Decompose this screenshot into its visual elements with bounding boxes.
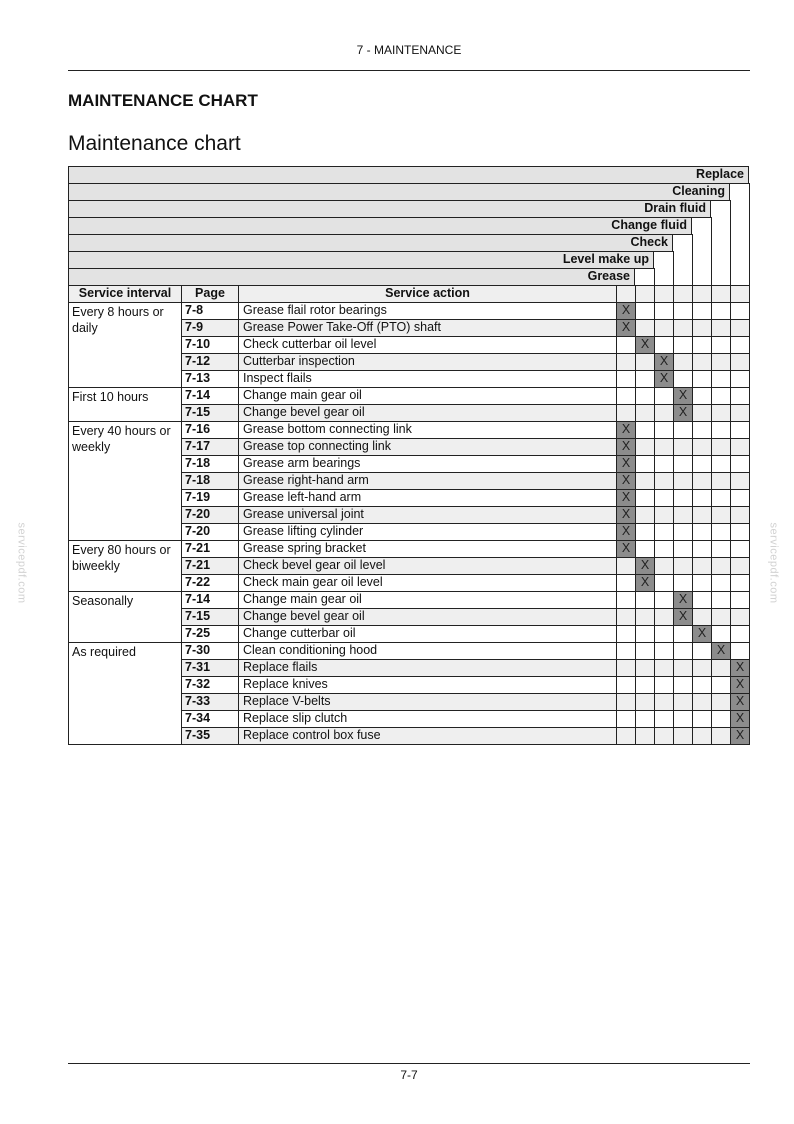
section-header: 7 - MAINTENANCE bbox=[356, 43, 462, 57]
mark-empty bbox=[711, 608, 731, 626]
mark-empty bbox=[635, 455, 655, 473]
page-ref-cell: 7-10 bbox=[181, 336, 239, 354]
mark-header-cell bbox=[635, 285, 655, 303]
mark-x: X bbox=[730, 659, 750, 677]
mark-empty bbox=[673, 455, 693, 473]
service-action-cell: Replace control box fuse bbox=[238, 727, 617, 745]
mark-x: X bbox=[616, 489, 636, 507]
mark-empty bbox=[711, 523, 731, 541]
mark-empty bbox=[654, 336, 674, 354]
mark-x: X bbox=[654, 370, 674, 388]
mark-empty bbox=[711, 676, 731, 694]
mark-empty bbox=[616, 676, 636, 694]
mark-empty bbox=[654, 642, 674, 660]
page-ref-cell: 7-33 bbox=[181, 693, 239, 711]
mark-x: X bbox=[616, 319, 636, 337]
service-action-cell: Cutterbar inspection bbox=[238, 353, 617, 371]
mark-empty bbox=[711, 353, 731, 371]
column-header-3: Change fluid bbox=[68, 217, 692, 235]
page-ref-cell: 7-20 bbox=[181, 523, 239, 541]
service-interval-cell: Every 80 hours or biweekly bbox=[68, 540, 182, 592]
mark-empty bbox=[711, 336, 731, 354]
mark-empty bbox=[730, 523, 750, 541]
mark-empty bbox=[635, 540, 655, 558]
service-action-cell: Grease universal joint bbox=[238, 506, 617, 524]
mark-empty bbox=[673, 319, 693, 337]
service-interval-cell: Every 8 hours or daily bbox=[68, 302, 182, 388]
service-action-cell: Check main gear oil level bbox=[238, 574, 617, 592]
mark-empty bbox=[730, 387, 750, 405]
mark-empty bbox=[692, 659, 712, 677]
mark-empty bbox=[635, 693, 655, 711]
mark-empty bbox=[730, 625, 750, 643]
mark-empty bbox=[616, 404, 636, 422]
service-action-cell: Change main gear oil bbox=[238, 387, 617, 405]
mark-empty bbox=[654, 302, 674, 320]
mark-empty bbox=[673, 421, 693, 439]
mark-empty bbox=[673, 625, 693, 643]
page-ref-cell: 7-21 bbox=[181, 540, 239, 558]
mark-x: X bbox=[616, 438, 636, 456]
mark-empty bbox=[635, 523, 655, 541]
mark-empty bbox=[635, 421, 655, 439]
mark-empty bbox=[711, 591, 731, 609]
mark-x: X bbox=[616, 302, 636, 320]
mark-empty bbox=[711, 404, 731, 422]
mark-x: X bbox=[616, 472, 636, 490]
header-divider bbox=[654, 268, 655, 285]
mark-empty bbox=[711, 693, 731, 711]
mark-empty bbox=[692, 727, 712, 745]
mark-empty bbox=[654, 693, 674, 711]
service-action-cell: Grease right-hand arm bbox=[238, 472, 617, 490]
mark-empty bbox=[692, 336, 712, 354]
page-ref-cell: 7-32 bbox=[181, 676, 239, 694]
page-ref-cell: 7-17 bbox=[181, 438, 239, 456]
mark-empty bbox=[635, 625, 655, 643]
mark-empty bbox=[673, 336, 693, 354]
mark-empty bbox=[616, 710, 636, 728]
mark-empty bbox=[711, 710, 731, 728]
mark-empty bbox=[635, 727, 655, 745]
mark-empty bbox=[654, 591, 674, 609]
mark-empty bbox=[654, 438, 674, 456]
page-ref-cell: 7-14 bbox=[181, 591, 239, 609]
header-divider bbox=[730, 200, 731, 285]
mark-empty bbox=[654, 319, 674, 337]
service-action-cell: Change bevel gear oil bbox=[238, 608, 617, 626]
mark-empty bbox=[692, 455, 712, 473]
mark-empty bbox=[673, 489, 693, 507]
mark-empty bbox=[692, 523, 712, 541]
service-action-cell: Change main gear oil bbox=[238, 591, 617, 609]
service-action-cell: Grease top connecting link bbox=[238, 438, 617, 456]
mark-empty bbox=[635, 319, 655, 337]
page-ref-cell: 7-18 bbox=[181, 455, 239, 473]
mark-empty bbox=[635, 302, 655, 320]
mark-empty bbox=[635, 387, 655, 405]
page-ref-cell: 7-31 bbox=[181, 659, 239, 677]
mark-header-cell bbox=[730, 285, 750, 303]
header-divider bbox=[673, 251, 674, 285]
mark-empty bbox=[635, 642, 655, 660]
service-action-cell: Replace flails bbox=[238, 659, 617, 677]
mark-empty bbox=[673, 370, 693, 388]
mark-x: X bbox=[673, 608, 693, 626]
mark-empty bbox=[730, 370, 750, 388]
service-interval-cell: As required bbox=[68, 642, 182, 745]
page-ref-cell: 7-30 bbox=[181, 642, 239, 660]
mark-empty bbox=[673, 659, 693, 677]
page-ref-cell: 7-15 bbox=[181, 608, 239, 626]
header-rule bbox=[68, 70, 750, 71]
mark-empty bbox=[635, 591, 655, 609]
mark-header-cell bbox=[673, 285, 693, 303]
mark-empty bbox=[730, 455, 750, 473]
page-ref-cell: 7-18 bbox=[181, 472, 239, 490]
mark-x: X bbox=[654, 353, 674, 371]
mark-empty bbox=[635, 404, 655, 422]
mark-empty bbox=[635, 353, 655, 371]
mark-empty bbox=[692, 574, 712, 592]
mark-empty bbox=[616, 336, 636, 354]
mark-empty bbox=[654, 574, 674, 592]
mark-empty bbox=[616, 642, 636, 660]
mark-header-cell bbox=[692, 285, 712, 303]
mark-empty bbox=[673, 693, 693, 711]
mark-empty bbox=[635, 608, 655, 626]
mark-empty bbox=[654, 506, 674, 524]
mark-x: X bbox=[730, 727, 750, 745]
mark-empty bbox=[692, 472, 712, 490]
mark-empty bbox=[692, 387, 712, 405]
mark-header-cell bbox=[654, 285, 674, 303]
page-ref-cell: 7-35 bbox=[181, 727, 239, 745]
header-divider bbox=[692, 234, 693, 285]
service-action-cell: Replace slip clutch bbox=[238, 710, 617, 728]
mark-empty bbox=[616, 574, 636, 592]
mark-empty bbox=[692, 540, 712, 558]
mark-x: X bbox=[616, 455, 636, 473]
mark-empty bbox=[616, 353, 636, 371]
page-title: MAINTENANCE CHART bbox=[68, 91, 258, 110]
watermark-right: servicepdf.com bbox=[767, 522, 780, 604]
mark-empty bbox=[692, 506, 712, 524]
watermark-left: servicepdf.com bbox=[15, 522, 28, 604]
page-ref-cell: 7-16 bbox=[181, 421, 239, 439]
mark-empty bbox=[673, 642, 693, 660]
mark-x: X bbox=[616, 540, 636, 558]
mark-x: X bbox=[673, 387, 693, 405]
mark-empty bbox=[673, 676, 693, 694]
page-ref-cell: 7-9 bbox=[181, 319, 239, 337]
mark-empty bbox=[730, 353, 750, 371]
mark-x: X bbox=[635, 557, 655, 575]
mark-empty bbox=[673, 353, 693, 371]
mark-empty bbox=[635, 489, 655, 507]
service-action-header: Service action bbox=[238, 285, 617, 303]
page-ref-cell: 7-14 bbox=[181, 387, 239, 405]
mark-x: X bbox=[730, 676, 750, 694]
page-ref-cell: 7-8 bbox=[181, 302, 239, 320]
mark-empty bbox=[616, 557, 636, 575]
mark-empty bbox=[692, 608, 712, 626]
mark-empty bbox=[616, 727, 636, 745]
mark-empty bbox=[654, 421, 674, 439]
mark-empty bbox=[692, 591, 712, 609]
mark-empty bbox=[711, 387, 731, 405]
service-action-cell: Grease spring bracket bbox=[238, 540, 617, 558]
page-number: 7-7 bbox=[400, 1068, 418, 1082]
service-action-cell: Check cutterbar oil level bbox=[238, 336, 617, 354]
mark-empty bbox=[616, 608, 636, 626]
mark-empty bbox=[654, 676, 674, 694]
mark-empty bbox=[692, 404, 712, 422]
mark-empty bbox=[711, 557, 731, 575]
mark-empty bbox=[711, 421, 731, 439]
mark-empty bbox=[635, 710, 655, 728]
mark-empty bbox=[711, 455, 731, 473]
mark-empty bbox=[711, 370, 731, 388]
page-ref-cell: 7-34 bbox=[181, 710, 239, 728]
mark-empty bbox=[616, 625, 636, 643]
page-ref-cell: 7-19 bbox=[181, 489, 239, 507]
mark-empty bbox=[711, 302, 731, 320]
mark-empty bbox=[635, 370, 655, 388]
mark-x: X bbox=[692, 625, 712, 643]
mark-empty bbox=[692, 693, 712, 711]
mark-empty bbox=[616, 693, 636, 711]
service-interval-cell: First 10 hours bbox=[68, 387, 182, 422]
mark-x: X bbox=[711, 642, 731, 660]
mark-empty bbox=[730, 472, 750, 490]
mark-x: X bbox=[616, 506, 636, 524]
service-action-cell: Grease arm bearings bbox=[238, 455, 617, 473]
mark-empty bbox=[711, 574, 731, 592]
mark-x: X bbox=[730, 710, 750, 728]
mark-empty bbox=[692, 302, 712, 320]
mark-empty bbox=[654, 710, 674, 728]
service-interval-cell: Seasonally bbox=[68, 591, 182, 643]
mark-empty bbox=[711, 625, 731, 643]
mark-empty bbox=[730, 540, 750, 558]
page-subtitle: Maintenance chart bbox=[68, 132, 241, 155]
mark-empty bbox=[654, 404, 674, 422]
mark-empty bbox=[730, 421, 750, 439]
mark-empty bbox=[673, 523, 693, 541]
mark-empty bbox=[635, 659, 655, 677]
mark-empty bbox=[692, 642, 712, 660]
page-ref-cell: 7-25 bbox=[181, 625, 239, 643]
mark-empty bbox=[654, 557, 674, 575]
page-ref-cell: 7-15 bbox=[181, 404, 239, 422]
mark-empty bbox=[711, 489, 731, 507]
mark-empty bbox=[730, 404, 750, 422]
mark-empty bbox=[616, 659, 636, 677]
header-divider bbox=[711, 217, 712, 285]
mark-empty bbox=[654, 659, 674, 677]
service-action-cell: Replace V-belts bbox=[238, 693, 617, 711]
service-action-cell: Grease flail rotor bearings bbox=[238, 302, 617, 320]
service-action-cell: Grease Power Take-Off (PTO) shaft bbox=[238, 319, 617, 337]
mark-empty bbox=[730, 336, 750, 354]
mark-empty bbox=[616, 591, 636, 609]
service-action-cell: Inspect flails bbox=[238, 370, 617, 388]
column-header-4: Drain fluid bbox=[68, 200, 711, 218]
mark-empty bbox=[711, 540, 731, 558]
mark-empty bbox=[673, 710, 693, 728]
column-header-2: Check bbox=[68, 234, 673, 252]
service-action-cell: Grease left-hand arm bbox=[238, 489, 617, 507]
page-ref-cell: 7-22 bbox=[181, 574, 239, 592]
mark-empty bbox=[711, 506, 731, 524]
mark-empty bbox=[654, 387, 674, 405]
mark-x: X bbox=[673, 404, 693, 422]
page-header: Page bbox=[181, 285, 239, 303]
mark-empty bbox=[730, 574, 750, 592]
mark-empty bbox=[711, 438, 731, 456]
mark-empty bbox=[673, 557, 693, 575]
service-action-cell: Replace knives bbox=[238, 676, 617, 694]
mark-empty bbox=[673, 574, 693, 592]
mark-empty bbox=[730, 302, 750, 320]
mark-empty bbox=[711, 472, 731, 490]
mark-empty bbox=[730, 608, 750, 626]
mark-empty bbox=[616, 370, 636, 388]
mark-empty bbox=[711, 727, 731, 745]
mark-empty bbox=[673, 438, 693, 456]
mark-header-cell bbox=[711, 285, 731, 303]
mark-x: X bbox=[635, 336, 655, 354]
mark-x: X bbox=[635, 574, 655, 592]
mark-header-cell bbox=[616, 285, 636, 303]
mark-empty bbox=[730, 642, 750, 660]
page-ref-cell: 7-12 bbox=[181, 353, 239, 371]
mark-empty bbox=[673, 727, 693, 745]
service-interval-cell: Every 40 hours or weekly bbox=[68, 421, 182, 541]
mark-empty bbox=[673, 540, 693, 558]
column-header-6: Replace bbox=[68, 166, 749, 184]
mark-empty bbox=[654, 472, 674, 490]
mark-empty bbox=[673, 302, 693, 320]
mark-x: X bbox=[673, 591, 693, 609]
header-divider bbox=[749, 183, 750, 285]
service-action-cell: Change bevel gear oil bbox=[238, 404, 617, 422]
mark-empty bbox=[654, 625, 674, 643]
service-action-cell: Change cutterbar oil bbox=[238, 625, 617, 643]
column-header-0: Grease bbox=[68, 268, 635, 286]
mark-empty bbox=[730, 591, 750, 609]
mark-empty bbox=[692, 353, 712, 371]
mark-empty bbox=[711, 319, 731, 337]
mark-empty bbox=[730, 557, 750, 575]
mark-empty bbox=[654, 489, 674, 507]
mark-empty bbox=[654, 540, 674, 558]
mark-empty bbox=[635, 506, 655, 524]
mark-empty bbox=[730, 489, 750, 507]
mark-empty bbox=[692, 319, 712, 337]
mark-empty bbox=[616, 387, 636, 405]
page-ref-cell: 7-13 bbox=[181, 370, 239, 388]
service-action-cell: Clean conditioning hood bbox=[238, 642, 617, 660]
mark-empty bbox=[692, 421, 712, 439]
service-action-cell: Grease lifting cylinder bbox=[238, 523, 617, 541]
mark-empty bbox=[654, 523, 674, 541]
mark-empty bbox=[673, 472, 693, 490]
mark-empty bbox=[654, 727, 674, 745]
service-interval-header: Service interval bbox=[68, 285, 182, 303]
mark-empty bbox=[654, 455, 674, 473]
mark-empty bbox=[635, 472, 655, 490]
page-ref-cell: 7-20 bbox=[181, 506, 239, 524]
mark-empty bbox=[692, 676, 712, 694]
mark-empty bbox=[635, 676, 655, 694]
footer-rule bbox=[68, 1063, 750, 1064]
mark-empty bbox=[711, 659, 731, 677]
service-action-cell: Check bevel gear oil level bbox=[238, 557, 617, 575]
mark-empty bbox=[692, 710, 712, 728]
mark-empty bbox=[692, 370, 712, 388]
mark-empty bbox=[730, 438, 750, 456]
mark-empty bbox=[692, 557, 712, 575]
column-header-5: Cleaning bbox=[68, 183, 730, 201]
mark-empty bbox=[673, 506, 693, 524]
mark-empty bbox=[635, 438, 655, 456]
mark-empty bbox=[654, 608, 674, 626]
mark-empty bbox=[692, 438, 712, 456]
mark-x: X bbox=[730, 693, 750, 711]
mark-x: X bbox=[616, 421, 636, 439]
mark-x: X bbox=[616, 523, 636, 541]
mark-empty bbox=[730, 506, 750, 524]
mark-empty bbox=[692, 489, 712, 507]
column-header-1: Level make up bbox=[68, 251, 654, 269]
maintenance-chart-table bbox=[68, 166, 750, 744]
page-ref-cell: 7-21 bbox=[181, 557, 239, 575]
mark-empty bbox=[730, 319, 750, 337]
service-action-cell: Grease bottom connecting link bbox=[238, 421, 617, 439]
